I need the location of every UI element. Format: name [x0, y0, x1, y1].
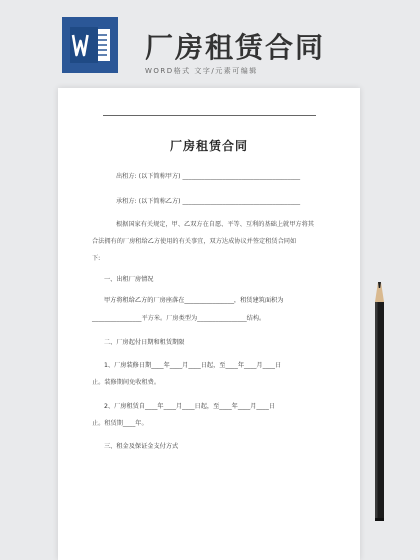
lessee-line: 承租方: (以下简称乙方) ______________________________________ [116, 198, 301, 205]
header-rule [103, 115, 316, 116]
intro-line-2: 合法拥有的厂房租给乙方使用的有关事宜，双方达成协议并签定租赁合同如 [92, 238, 297, 245]
document-title: 厂房租赁合同 [169, 139, 248, 153]
intro-line-3: 下: [92, 255, 101, 262]
section-2-item-2-line-2: 止。租赁期____年。 [92, 420, 148, 427]
pencil-icon [368, 282, 392, 522]
lessor-line: 出租方: (以下简称甲方) ______________________________________ [116, 173, 301, 180]
section-2-item-2-line-1: 2、厂房租赁自____年____月____日起，至____年____月____日 [104, 403, 275, 410]
banner-subtitle: WORD格式 文字/元素可编辑 [145, 67, 258, 75]
section-2-item-1-line-2: 止。装修期间免收租费。 [92, 379, 161, 386]
section-1-line-1: 甲方将租给乙方的厂房座落在________________，租赁建筑面积为 [104, 297, 284, 304]
word-icon [62, 17, 118, 73]
banner-title: 厂房租赁合同 [145, 31, 326, 64]
section-3-heading: 三、租金及保证金支付方式 [104, 443, 179, 450]
header-banner [0, 0, 420, 92]
section-2-item-1-line-1: 1、厂房装修日期____年____月____日起，至____年____月____日 [104, 362, 282, 369]
document-page [58, 88, 360, 560]
section-2-heading: 二、厂房起付日期和租赁期限 [104, 339, 185, 346]
section-1-heading: 一、出租厂房情况 [104, 276, 154, 283]
section-1-line-2: ________________平方米。厂房类型为________________结构。 [92, 315, 266, 322]
intro-line-1: 根据国家有关规定，甲、乙双方在自愿、平等、互利的基础上就甲方将其 [116, 221, 314, 228]
